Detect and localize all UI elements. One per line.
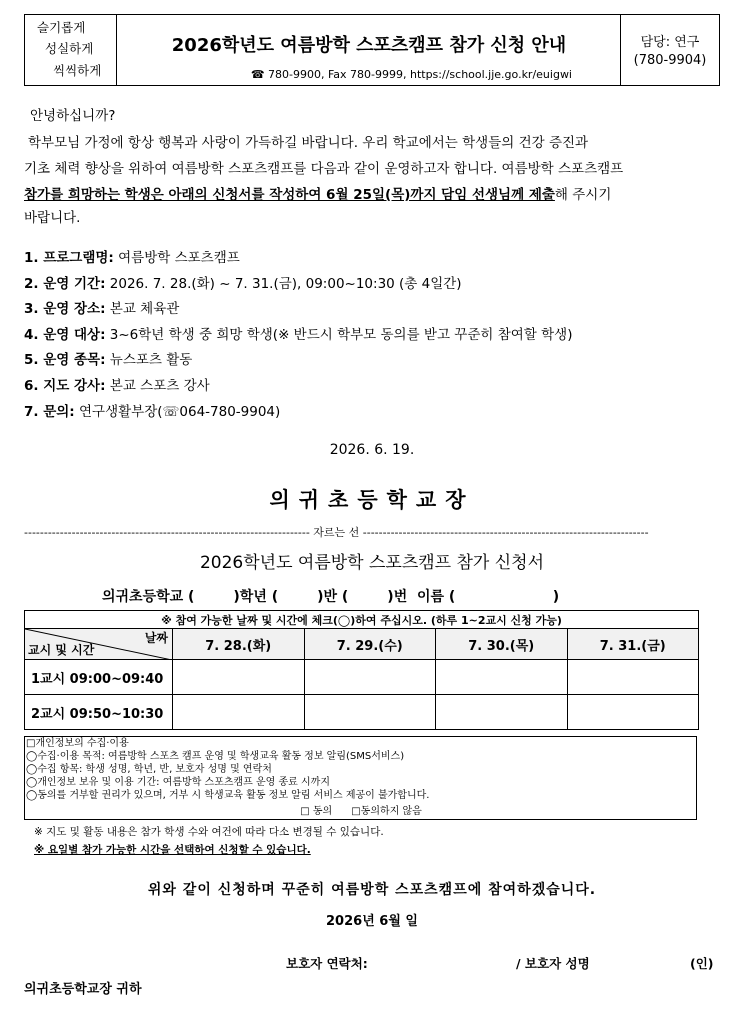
motto-line-1: 슬기롭게 xyxy=(37,20,86,35)
notice-date: 2026. 6. 19. xyxy=(329,442,415,458)
item-sport: 5. 운영 종목: 뉴스포츠 활동 xyxy=(24,352,193,368)
item-period: 2. 운영 기간: 2026. 7. 28.(화) ~ 7. 31.(금), 09:00~10:30 (총 4일간) xyxy=(24,276,462,292)
corner-period-label: 교시 및 시간 xyxy=(28,643,95,657)
table-row xyxy=(25,695,699,730)
person-in-charge xyxy=(620,15,719,85)
check-cell[interactable] xyxy=(436,695,568,730)
document-header xyxy=(24,14,720,86)
check-cell[interactable] xyxy=(173,660,305,695)
header-center xyxy=(116,15,622,85)
check-cell[interactable] xyxy=(567,695,699,730)
item-program: 1. 프로그램명: 여름방학 스포츠캠프 xyxy=(24,250,240,266)
intro-line-3 xyxy=(24,183,611,203)
charge-phone: (780-9904) xyxy=(633,53,707,68)
date-header: 7. 31.(금) xyxy=(567,629,699,660)
form-title: 2026학년도 여름방학 스포츠캠프 참가 신청서 xyxy=(199,553,545,573)
check-cell[interactable] xyxy=(304,695,436,730)
check-cell[interactable] xyxy=(436,660,568,695)
motto-line-2: 성실하게 xyxy=(45,41,94,56)
agree-checkbox[interactable]: □ 동의 xyxy=(300,806,333,817)
consent-options xyxy=(26,805,696,818)
note-change: ※ 지도 및 활동 내용은 참가 학생 수와 여건에 따라 다소 변경될 수 있습니다. xyxy=(34,826,384,838)
privacy-line: ◯개인정보 보유 및 이용 기간: 여름방학 스포츠캠프 운영 종료 시까지 xyxy=(26,777,330,788)
privacy-line: □개인정보의 수집·이용 xyxy=(26,738,129,749)
check-cell[interactable] xyxy=(567,660,699,695)
privacy-line: ◯수집 항목: 학생 성명, 학년, 반, 보호자 성명 및 연락처 xyxy=(26,764,272,775)
pledge-text: 위와 같이 신청하며 꾸준히 여름방학 스포츠캠프에 참여하겠습니다. xyxy=(147,882,597,898)
table-row xyxy=(25,660,699,695)
privacy-line: ◯수집·이용 목적: 여름방학 스포츠 캠프 운영 및 학생교육 활동 정보 알림(SMS서비스) xyxy=(26,751,405,762)
period-label: 1교시 09:00~09:40 xyxy=(25,660,173,695)
corner-date-label: 날짜 xyxy=(144,631,168,645)
seal-mark: (인) xyxy=(690,956,714,971)
greeting: 안녕하십니까? xyxy=(30,108,116,124)
page-title: 2026학년도 여름방학 스포츠캠프 참가 신청 안내 xyxy=(171,35,567,56)
check-cell[interactable] xyxy=(173,695,305,730)
motto-line-3: 씩씩하게 xyxy=(53,63,102,78)
intro-line-4: 바랍니다. xyxy=(24,210,81,226)
schedule-table xyxy=(24,610,699,730)
note-select: ※ 요일별 참가 가능한 시간을 선택하여 신청할 수 있습니다. xyxy=(34,844,311,856)
privacy-line: ◯동의를 거부할 권리가 있으며, 거부 시 학생교육 활동 정보 알림 서비스 제공이 불가합니다. xyxy=(26,790,430,801)
guardian-contact-label: 보호자 연락처: xyxy=(286,956,368,971)
date-header: 7. 29.(수) xyxy=(304,629,436,660)
table-corner-cell xyxy=(25,629,173,660)
addressee: 의귀초등학교장 귀하 xyxy=(24,982,142,997)
disagree-checkbox[interactable]: □동의하지 않음 xyxy=(351,806,422,817)
privacy-consent-box xyxy=(24,736,697,820)
student-info-line: 의귀초등학교 ( )학년 ( )반 ( )번 이름 ( ) xyxy=(102,589,560,605)
item-target: 4. 운영 대상: 3~6학년 학생 중 희망 학생(※ 반드시 학부모 동의를 받고 꾸준히 참여할 학생) xyxy=(24,327,573,343)
item-place: 3. 운영 장소: 본교 체육관 xyxy=(24,301,180,317)
date-header: 7. 28.(화) xyxy=(173,629,305,660)
intro-line-3-rest: 해 주시기 xyxy=(554,187,612,203)
intro-line-1: 학부모님 가정에 항상 행복과 사랑이 가득하길 바랍니다. 우리 학교에서는 학생들의 건강 증진과 xyxy=(28,135,589,151)
principal-name: 의귀초등학교장 xyxy=(269,488,475,512)
period-label: 2교시 09:50~10:30 xyxy=(25,695,173,730)
date-header: 7. 30.(목) xyxy=(436,629,568,660)
item-inquiry: 7. 문의: 연구생활부장(☏064-780-9904) xyxy=(24,404,281,420)
signature-date: 2026년 6월 일 xyxy=(326,914,418,929)
charge-label: 담당: 연구 xyxy=(640,35,700,50)
cut-line: ------------------------------------------------------------------------ 자르는 선 ------------------------------------------------------------------------ xyxy=(24,526,649,539)
school-contact: ☎ 780-9900, Fax 780-9999, https://school.jje.go.kr/euigwi xyxy=(250,68,572,81)
item-instructor: 6. 지도 강사: 본교 스포츠 강사 xyxy=(24,378,210,394)
intro-line-2: 기초 체력 향상을 위하여 여름방학 스포츠캠프를 다음과 같이 운영하고자 합니다. 여름방학 스포츠캠프 xyxy=(24,161,624,177)
school-motto xyxy=(25,15,117,85)
table-notice: ※ 참여 가능한 날짜 및 시간에 체크(◯)하여 주십시오. (하루 1~2교시 신청 가능) xyxy=(25,611,699,629)
check-cell[interactable] xyxy=(304,660,436,695)
guardian-name-label: / 보호자 성명 xyxy=(516,956,590,971)
deadline-emphasis: 참가를 희망하는 학생은 아래의 신청서를 작성하여 6월 25일(목)까지 담임 선생님께 제출 xyxy=(24,187,555,203)
